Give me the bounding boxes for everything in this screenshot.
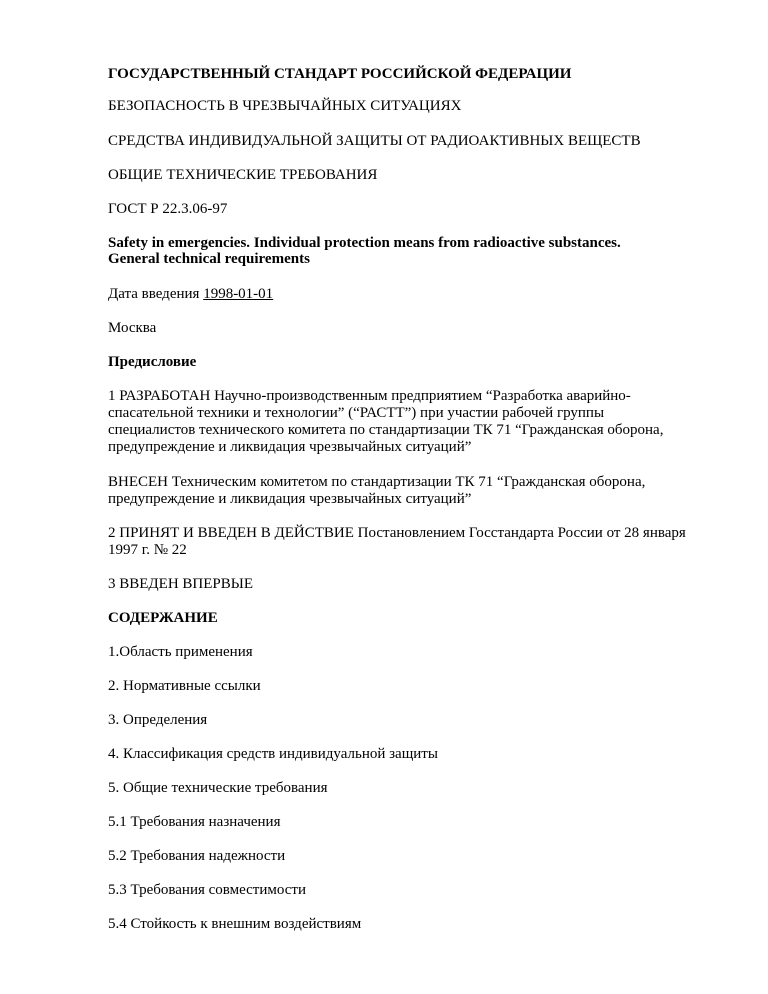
subject-line: БЕЗОПАСНОСТЬ В ЧРЕЗВЫЧАЙНЫХ СИТУАЦИЯХ: [108, 98, 462, 114]
date-value: 1998-01-01: [203, 286, 274, 302]
contents-item[interactable]: 5.1 Требования назначения: [108, 814, 281, 830]
subject-line: СРЕДСТВА ИНДИВИДУАЛЬНОЙ ЗАЩИТЫ ОТ РАДИОАКТИВНЫХ ВЕЩЕСТВ: [108, 133, 641, 149]
document-title: ГОСУДАРСТВЕННЫЙ СТАНДАРТ РОССИЙСКОЙ ФЕДЕРАЦИИ: [108, 66, 572, 82]
preface-paragraph-line: 1997 г. № 22: [108, 542, 187, 558]
contents-item[interactable]: 2. Нормативные ссылки: [108, 678, 261, 694]
introduction-date: [108, 286, 273, 303]
preface-paragraph-line: специалистов технического комитета по стандартизации ТК 71 “Гражданская оборона,: [108, 422, 664, 438]
contents-heading: СОДЕРЖАНИЕ: [108, 610, 218, 626]
preface-paragraph-line: предупреждение и ликвидация чрезвычайных ситуаций”: [108, 491, 472, 507]
date-label: Дата введения: [108, 286, 200, 302]
preface-paragraph-line: спасательной техники и технологии” (“РАСТТ”) при участии рабочей группы: [108, 405, 605, 421]
contents-item[interactable]: 5.3 Требования совместимости: [108, 882, 306, 898]
subject-line: ОБЩИЕ ТЕХНИЧЕСКИЕ ТРЕБОВАНИЯ: [108, 167, 378, 183]
preface-paragraph-line: 1 РАЗРАБОТАН Научно-производственным предприятием “Разработка аварийно-: [108, 388, 631, 404]
preface-heading: Предисловие: [108, 354, 197, 370]
contents-item[interactable]: 3. Определения: [108, 712, 208, 728]
contents-item[interactable]: 5.2 Требования надежности: [108, 848, 286, 864]
english-title-line: General technical requirements: [108, 251, 310, 267]
contents-item[interactable]: 5.4 Стойкость к внешним воздействиям: [108, 916, 362, 932]
contents-item[interactable]: 1.Область применения: [108, 644, 253, 660]
standard-number: ГОСТ Р 22.3.06-97: [108, 201, 228, 217]
preface-paragraph-line: 2 ПРИНЯТ И ВВЕДЕН В ДЕЙСТВИЕ Постановлением Госстандарта России от 28 января: [108, 525, 686, 541]
city: Москва: [108, 320, 157, 336]
contents-item[interactable]: 4. Классификация средств индивидуальной защиты: [108, 746, 438, 762]
contents-item[interactable]: 5. Общие технические требования: [108, 780, 328, 796]
preface-paragraph-line: предупреждение и ликвидация чрезвычайных ситуаций”: [108, 439, 472, 455]
preface-paragraph-line: 3 ВВЕДЕН ВПЕРВЫЕ: [108, 576, 253, 592]
preface-paragraph-line: ВНЕСЕН Техническим комитетом по стандартизации ТК 71 “Гражданская оборона,: [108, 474, 646, 490]
english-title-line: Safety in emergencies. Individual protection means from radioactive substances.: [108, 235, 621, 251]
